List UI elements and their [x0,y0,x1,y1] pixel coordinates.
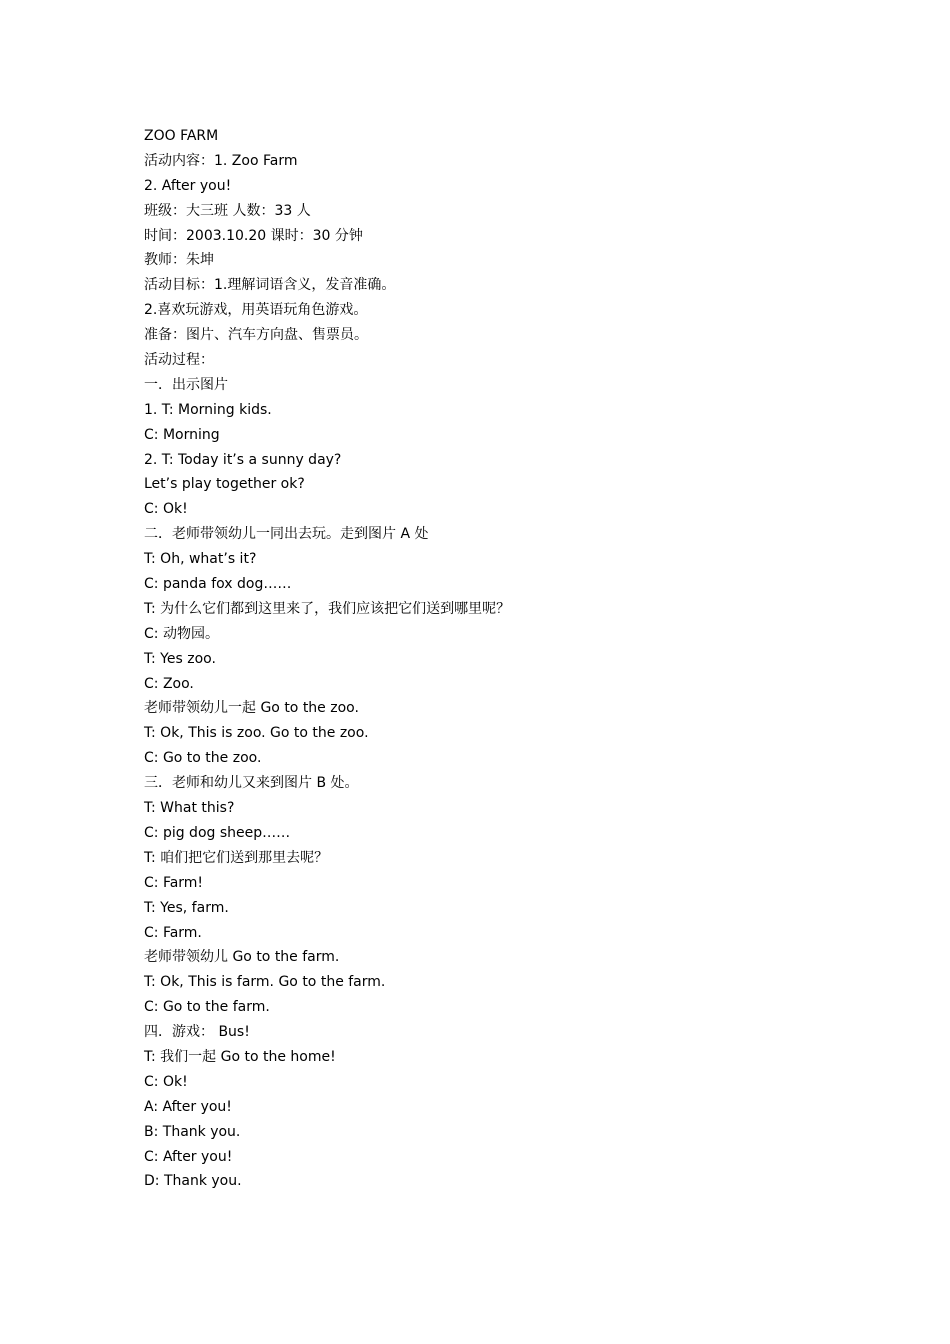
goal-line: 2.喜欢玩游戏，用英语玩角色游戏。 [144,302,368,319]
section-heading: 活动过程： [144,352,214,369]
dialogue-line: C: Ok! [144,1073,188,1090]
dialogue-line: T: 咱们把它们送到那里去呢？ [144,849,329,866]
dialogue-line: C: Morning [144,426,220,443]
activity-content-line: 活动内容：1. Zoo Farm [144,152,298,169]
goal-line: 活动目标：1.理解词语含义，发音准确。 [144,277,396,294]
document-title: ZOO FARM [144,128,219,144]
dialogue-line: T: 为什么它们都到这里来了，我们应该把它们送到哪里呢？ [144,600,511,617]
dialogue-line: C: Farm! [144,874,204,891]
section-heading: 二．老师带领幼儿一同出去玩。走到图片 A 处 [144,526,429,543]
dialogue-line: C: After you! [144,1148,233,1165]
section-heading: 一．出示图片 [144,376,228,393]
dialogue-line: Let’s play together ok? [144,476,305,493]
dialogue-line: T: Oh, what’s it? [144,551,257,568]
dialogue-line: T: What this? [144,800,235,817]
dialogue-line: T: Ok, This is zoo. Go to the zoo. [144,725,369,742]
preparation-line: 准备：图片、汽车方向盘、售票员。 [144,327,368,344]
section-heading: 四．游戏： Bus! [144,1024,250,1041]
dialogue-line: C: Go to the zoo. [144,750,262,767]
dialogue-line: C: pig dog sheep…… [144,824,291,841]
dialogue-line: T: Yes zoo. [144,650,216,667]
dialogue-line: 老师带领幼儿 Go to the farm. [144,949,340,966]
teacher-line: 教师：朱坤 [144,252,214,269]
time-info-line: 时间：2003.10.20 课时：30 分钟 [144,227,363,244]
section-heading: 三．老师和幼儿又来到图片 B 处。 [144,775,359,792]
dialogue-line: C: 动物园。 [144,625,219,642]
dialogue-line: T: Ok, This is farm. Go to the farm. [144,974,386,991]
dialogue-line: A: After you! [144,1098,232,1115]
dialogue-line: B: Thank you. [144,1123,241,1140]
dialogue-line: C: panda fox dog…… [144,576,292,593]
dialogue-line: D: Thank you. [144,1173,242,1190]
dialogue-line: 老师带领幼儿一起 Go to the zoo. [144,700,359,717]
dialogue-line: C: Go to the farm. [144,999,270,1016]
document-body [144,124,844,1194]
activity-content-line: 2. After you! [144,177,232,194]
dialogue-line: T: Yes, farm. [144,899,229,916]
class-info-line: 班级：大三班 人数：33 人 [144,202,311,219]
dialogue-line: C: Zoo. [144,675,194,692]
dialogue-line: C: Ok! [144,501,188,518]
dialogue-line: C: Farm. [144,924,202,941]
dialogue-line: 1. T: Morning kids. [144,401,272,418]
dialogue-line: 2. T: Today it’s a sunny day? [144,451,342,468]
dialogue-line: T: 我们一起 Go to the home! [144,1048,336,1065]
